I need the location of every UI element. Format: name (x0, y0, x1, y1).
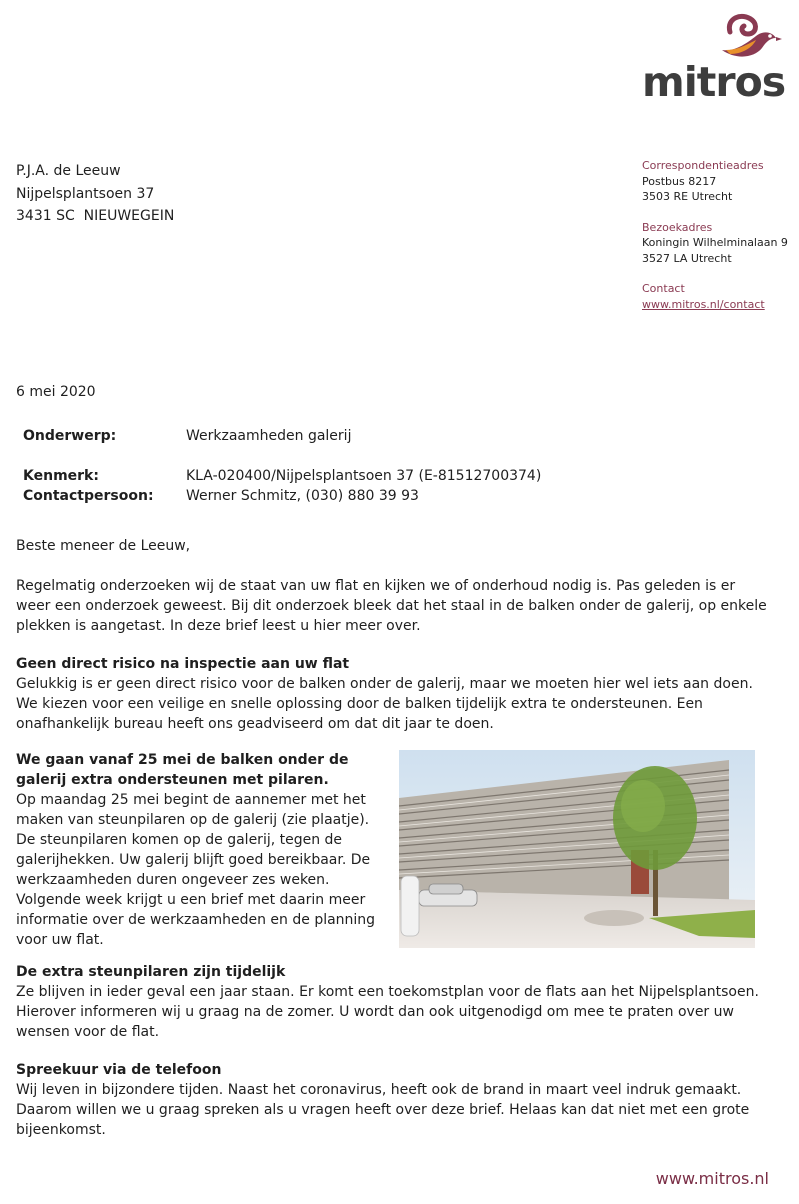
intro-line: weer een onderzoek geweest. Bij dit onderzoek bleek dat het staal in de balken onder de galerij, op enkele (16, 598, 767, 614)
section-line: Wij leven in bijzondere tijden. Naast het coronavirus, heeft ook de brand in maart veel indruk gemaakt. (16, 1082, 742, 1098)
correspondence-heading: Correspondentieadres (642, 159, 764, 172)
building-illustration (399, 750, 755, 948)
visit-heading: Bezoekadres (642, 220, 713, 234)
letter-date: 6 mei 2020 (16, 384, 96, 400)
section-line: bijeenkomst. (16, 1122, 106, 1138)
recipient-street: Nijpelsplantsoen 37 (16, 185, 155, 202)
visit-line1: Koningin Wilhelminalaan 9 (642, 236, 788, 249)
section-line: werkzaamheden duren ongeveer zes weken. (16, 872, 330, 888)
mitros-logo-text: mitros (642, 58, 786, 106)
reference-label: Kenmerk: (23, 468, 99, 484)
section-line: galerijhekken. Uw galerij blijft goed bereikbaar. De (16, 852, 371, 868)
section-line: Gelukkig is er geen direct risico voor de balken onder de galerij, maar we moeten hier wel iets aan doen. (16, 676, 753, 692)
section-line: maken van steunpilaren op de galerij (zie plaatje). (16, 812, 370, 828)
recipient-city: 3431 SC NIEUWEGEIN (16, 208, 175, 224)
contact-person-label: Contactpersoon: (23, 488, 154, 504)
recipient-address (16, 160, 174, 228)
section-line: Daarom willen we u graag spreken als u vragen heeft over deze brief. Helaas kan dat niet met een grote (16, 1102, 750, 1118)
section-line: onafhankelijk bureau heeft ons geadviseerd om dat dit jaar te doen. (16, 716, 494, 732)
salutation: Beste meneer de Leeuw, (16, 538, 191, 554)
reference-value: KLA-020400/Nijpelsplantsoen 37 (E-81512700374) (186, 468, 542, 484)
intro-line: plekken is aangetast. In deze brief leest u hier meer over. (16, 618, 421, 634)
section-heading: galerij extra ondersteunen met pilaren. (16, 772, 329, 788)
section-line: informatie over de werkzaamheden en de planning (16, 912, 376, 928)
section-heading: De extra steunpilaren zijn tijdelijk (16, 964, 286, 980)
section-phone-hours (16, 1060, 749, 1140)
visit-line2: 3527 LA Utrecht (642, 251, 732, 265)
correspondence-line1: Postbus 8217 (642, 174, 717, 188)
correspondence-line2: 3503 RE Utrecht (642, 190, 733, 203)
recipient-name: P.J.A. de Leeuw (16, 163, 121, 179)
section-pillars (16, 750, 375, 950)
footer-url[interactable]: www.mitros.nl (655, 1169, 769, 1188)
contact-heading: Contact (642, 282, 685, 295)
section-no-risk (16, 654, 753, 734)
section-line: wensen voor de flat. (16, 1024, 160, 1040)
section-line: De steunpilaren komen op de galerij, tegen de (16, 832, 343, 848)
contact-link[interactable]: www.mitros.nl/contact (642, 297, 765, 311)
intro-paragraph (16, 576, 767, 636)
section-line: voor uw flat. (16, 932, 104, 948)
section-line: Ze blijven in ieder geval een jaar staan. Er komt een toekomstplan voor de flats aan het Nijpelsplantsoen. (16, 984, 759, 1000)
subject-value: Werkzaamheden galerij (186, 428, 352, 444)
section-heading: Geen direct risico na inspectie aan uw flat (16, 656, 350, 672)
intro-line: Regelmatig onderzoeken wij de staat van uw flat en kijken we of onderhoud nodig is. Pas geleden is er (16, 578, 736, 594)
section-heading: We gaan vanaf 25 mei de balken onder de (16, 752, 349, 768)
section-line: We kiezen voor een veilige en snelle oplossing door de balken tijdelijk extra te ondersteunen. Een (16, 696, 703, 712)
sender-info (642, 158, 788, 312)
section-heading: Spreekuur via de telefoon (16, 1062, 222, 1078)
section-temporary (16, 962, 759, 1042)
subject-label: Onderwerp: (23, 428, 117, 444)
section-line: Volgende week krijgt u een brief met daarin meer (16, 892, 366, 908)
contact-person-value: Werner Schmitz, (030) 880 39 93 (186, 488, 419, 504)
section-line: Op maandag 25 mei begint de aannemer met het (16, 792, 366, 808)
section-line: Hierover informeren wij u graag na de zomer. U wordt dan ook uitgenodigd om mee te praten over uw (16, 1004, 734, 1020)
